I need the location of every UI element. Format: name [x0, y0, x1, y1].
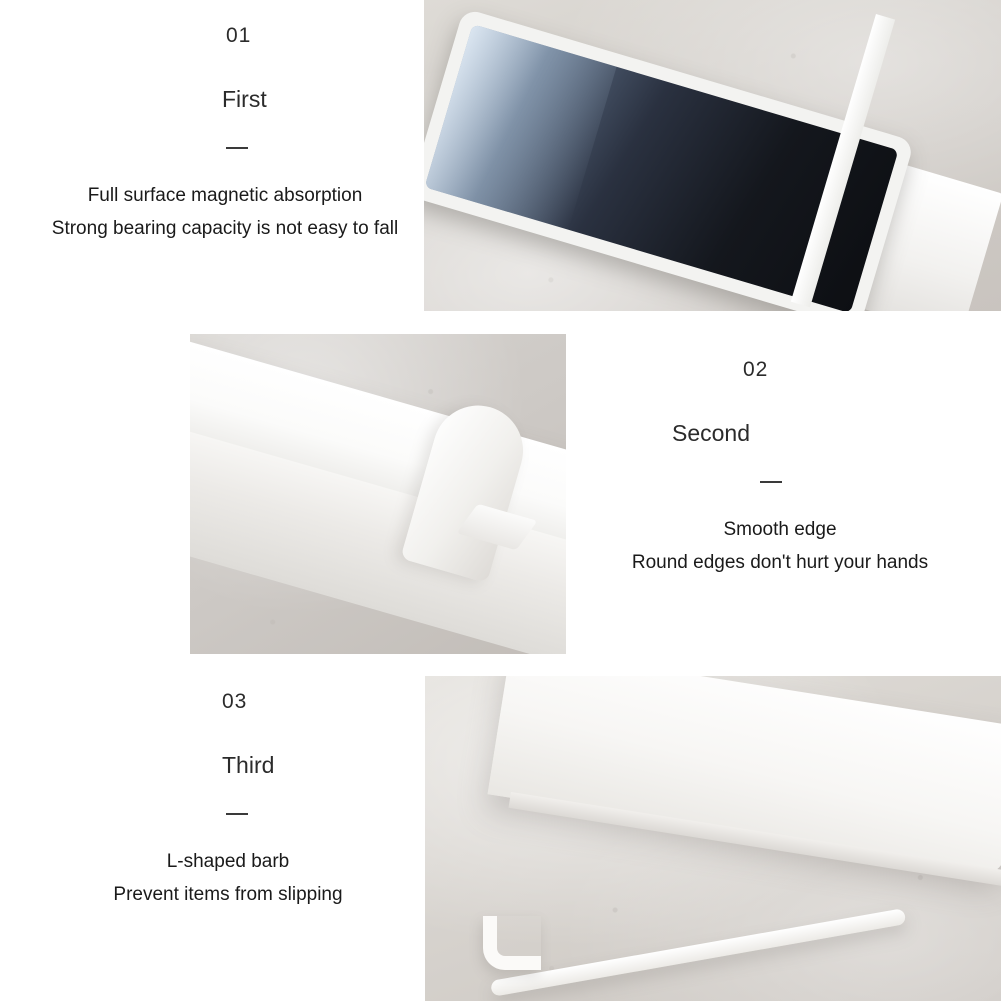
feature-image-second	[190, 334, 566, 654]
l-shaped-barb-rod	[490, 908, 906, 997]
description-line: Prevent items from slipping	[113, 884, 343, 905]
divider	[760, 481, 782, 483]
l-shaped-barb-hook	[483, 916, 541, 970]
feature-block-first	[30, 24, 420, 245]
description-line: Full surface magnetic absorption	[87, 185, 363, 206]
screen-glare	[424, 24, 616, 230]
description-line: Round edges don't hurt your hands	[631, 552, 929, 573]
feature-title: First	[222, 86, 267, 112]
description-line: L-shaped barb	[166, 851, 290, 872]
description-line: Strong bearing capacity is not easy to fall	[51, 218, 399, 239]
feature-description	[580, 513, 980, 579]
shelf-panel	[488, 676, 1001, 875]
description-line: Smooth edge	[723, 519, 837, 540]
feature-image-first	[424, 0, 1001, 311]
feature-number: 03	[222, 690, 248, 713]
feature-block-third	[28, 690, 428, 911]
feature-description	[28, 845, 428, 911]
feature-title: Third	[222, 752, 275, 778]
divider	[226, 147, 248, 149]
tablet-screen	[424, 24, 898, 311]
feature-number: 02	[743, 358, 769, 381]
feature-image-third	[425, 676, 1001, 1001]
feature-description	[30, 179, 420, 245]
feature-number: 01	[226, 24, 252, 47]
feature-block-second	[580, 358, 980, 579]
feature-title: Second	[672, 420, 751, 446]
divider	[226, 813, 248, 815]
